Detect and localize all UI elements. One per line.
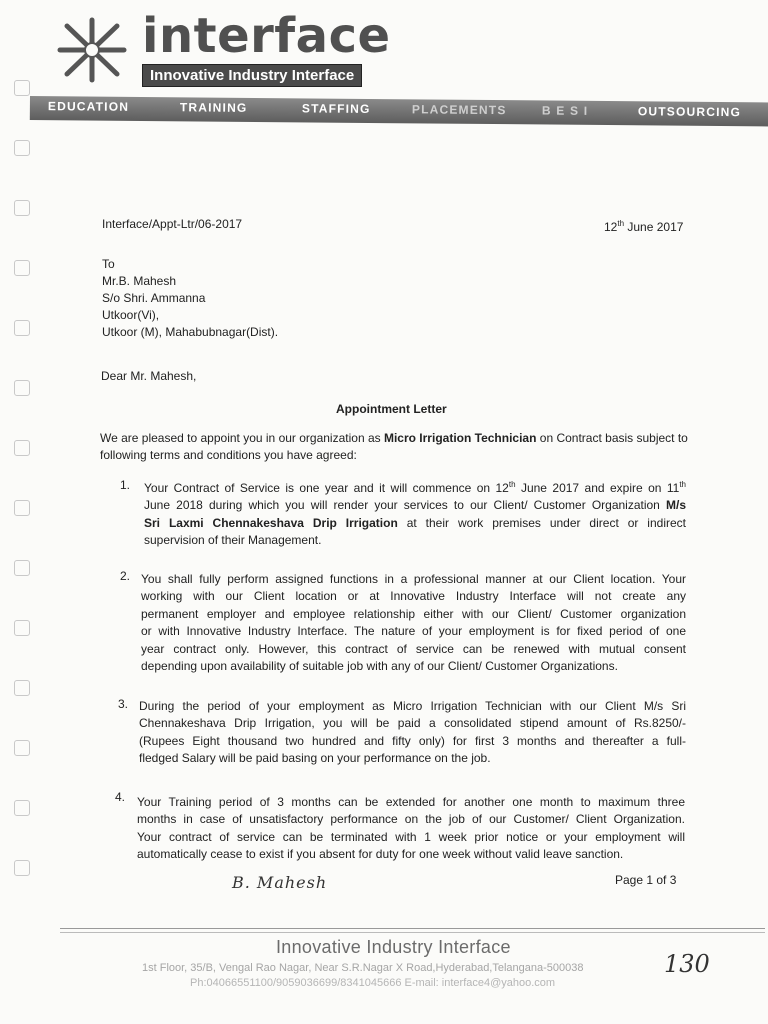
footer-company-name: Innovative Industry Interface <box>276 937 511 957</box>
footer-divider <box>60 932 765 933</box>
recipient-address <box>102 256 278 341</box>
salutation: Dear Mr. Mahesh, <box>101 369 197 383</box>
address-line: Utkoor(Vi), <box>102 308 160 322</box>
banner-item-education: EDUCATION <box>47 99 130 114</box>
brand-tagline: Innovative Industry Interface <box>142 64 362 87</box>
address-line: To <box>102 257 115 271</box>
banner-item-placements: PLACEMENTS <box>411 102 507 118</box>
intro-paragraph: We are pleased to appoint you in our organization as Micro Irrigation Technician on Contract basis subject to following terms and conditions you have agreed: <box>100 431 688 462</box>
footer-divider <box>60 928 765 929</box>
page-number: Page 1 of 3 <box>615 873 677 887</box>
banner-item-outsourcing: OUTSOURCING <box>637 104 742 120</box>
banner-item-staffing: STAFFING <box>301 101 371 116</box>
item-number: 2. <box>120 569 131 583</box>
handwritten-signature: B. Mahesh <box>232 873 328 892</box>
item-number: 4. <box>115 790 126 804</box>
address-line: Mr.B. Mahesh <box>102 274 177 288</box>
letter-date: 12th June 2017 <box>604 219 684 234</box>
letter-reference: Interface/Appt-Ltr/06-2017 <box>102 217 243 231</box>
services-banner <box>30 96 768 126</box>
item-number: 1. <box>120 478 131 492</box>
footer-contact: Ph:04066551100/9059036699/8341045666 E-mail: interface4@yahoo.com <box>190 977 556 989</box>
term-item-4: Your Training period of 3 months can be extended for another one month to maximum three months in case of unsatisfactory performance on the job of our Customer/ Client Organization. Your contract of service can be terminated with 1 week prior notice or your employment will automatically cease to exist if you absent for duty for one week without valid leave sanction. <box>137 795 685 862</box>
binder-holes <box>14 80 34 980</box>
address-line: Utkoor (M), Mahabubnagar(Dist). <box>102 325 279 339</box>
footer-address: 1st Floor, 35/B, Vengal Rao Nagar, Near S.R.Nagar X Road,Hyderabad,Telangana-500038 <box>142 962 584 974</box>
term-item-3: During the period of your employment as Micro Irrigation Technician with our Client M/s Sri Chennakeshava Drip Irrigation, you will be paid a consolidated stipend amount of Rs.8250/- (Rupees Eight thousand two hundred and fifty only) for first 3 months and thereafter a full- fledged Salary will be paid basing on your performance on the job. <box>139 699 686 766</box>
letter-subject: Appointment Letter <box>336 402 447 416</box>
term-item-1: Your Contract of Service is one year and it will commence on 12th June 2017 and expire on 11th June 2018 during which you will render your services to our Client/ Customer Organization M/s Sri Laxmi Chennakeshava Drip Irrigation at their work premises under direct or indirect supervision of their Management. <box>144 480 686 548</box>
banner-item-besi: B E S I <box>541 103 589 118</box>
address-line: S/o Shri. Ammanna <box>102 291 206 305</box>
item-number: 3. <box>118 697 129 711</box>
banner-item-training: TRAINING <box>179 100 248 115</box>
brand-name: interface <box>142 8 391 64</box>
handwritten-page-mark: 130 <box>664 950 710 978</box>
term-item-2: You shall fully perform assigned functions in a professional manner at our Client location. Your working with our Client location or at Innovative Industry Interface will not create any permanent employer and employee relationship either with our Client/ Customer organization or with Innovative Industry Interface. The nature of your employment is for fixed period of one year contract only. However, this contract of service can be renewed with mutual consent depending upon availability of suitable job with any of our Client/ Customer Organizations. <box>141 572 686 674</box>
asterisk-star-logo-icon <box>52 14 132 86</box>
